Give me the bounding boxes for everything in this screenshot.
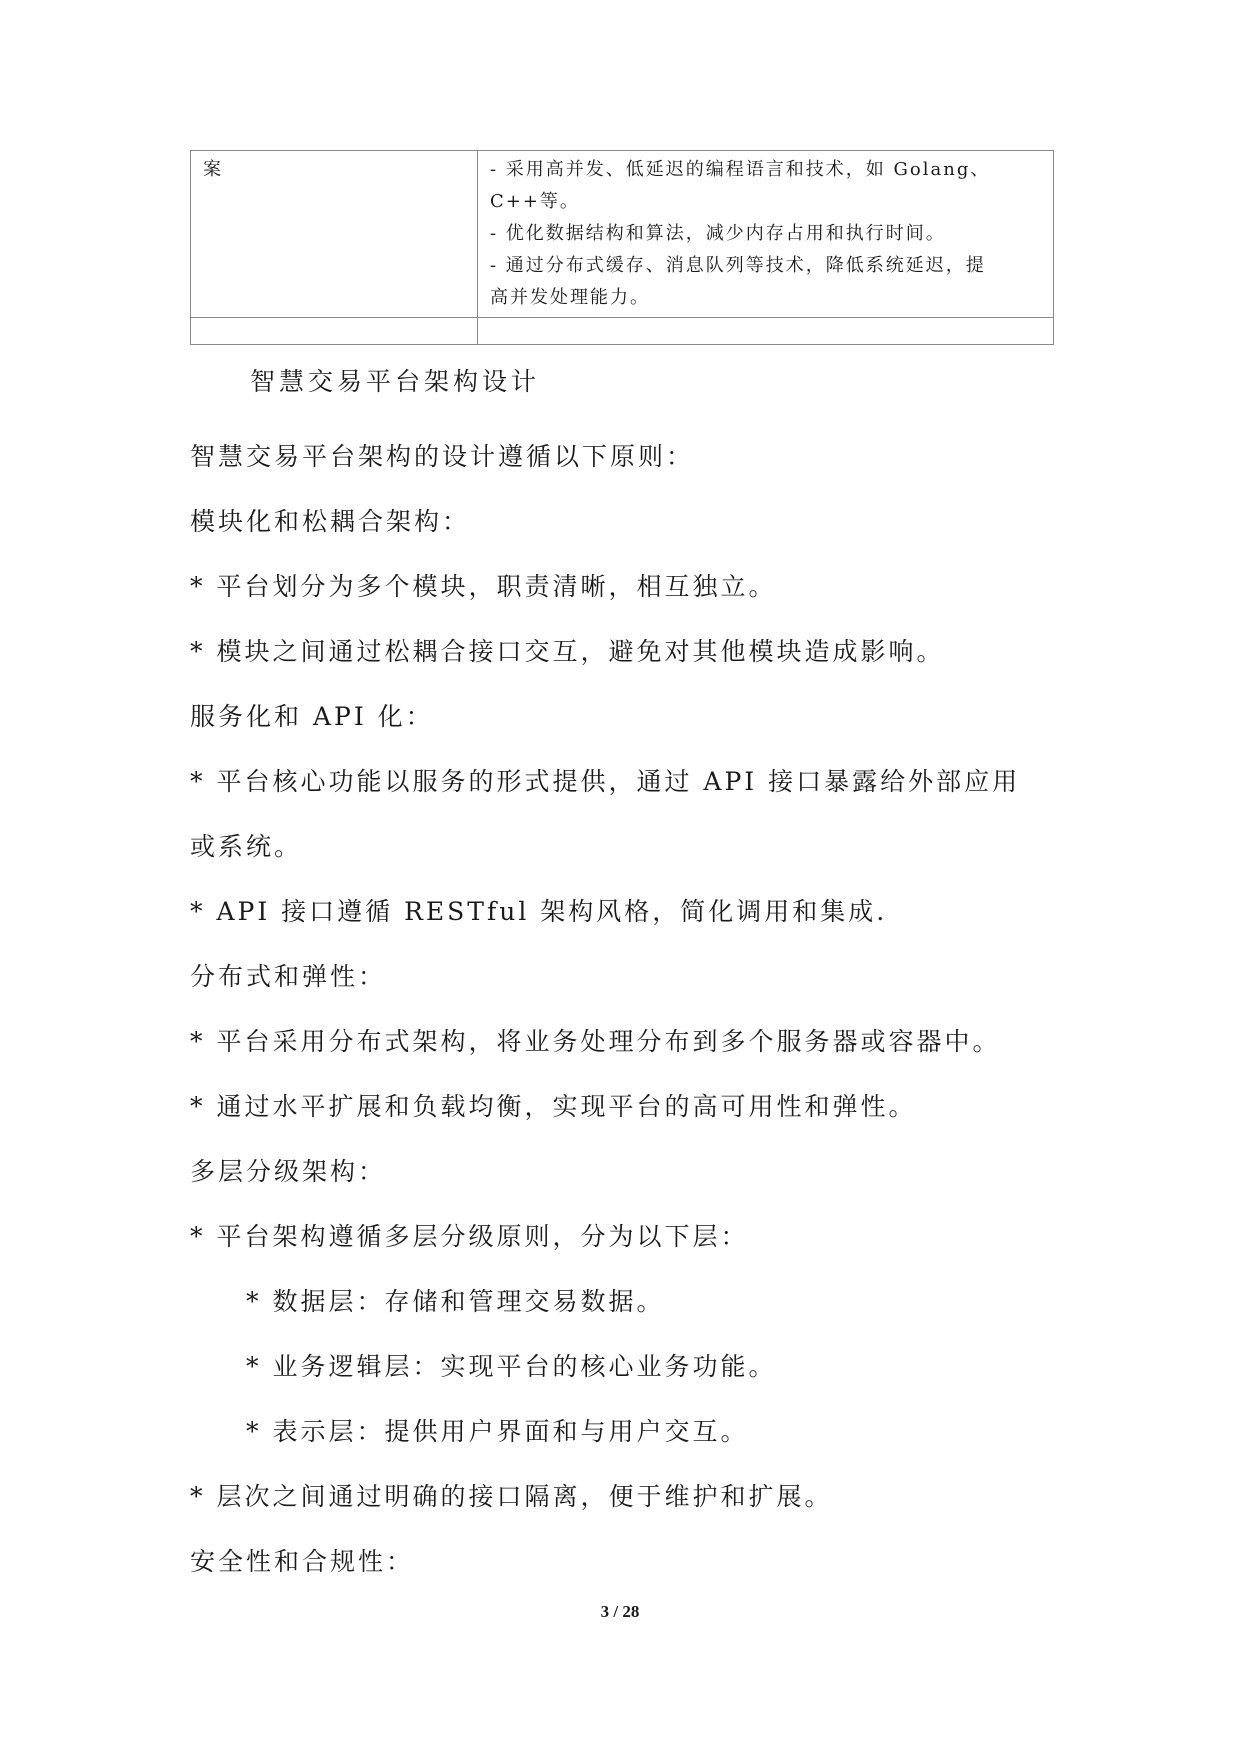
bullet-item: * 模块之间通过松耦合接口交互，避免对其他模块造成影响。: [190, 637, 945, 666]
table-cell-right: [478, 151, 1054, 318]
paragraph: 安全性和合规性：: [190, 1547, 415, 1576]
paragraph: 服务化和 API 化：: [190, 702, 434, 731]
cell-line: - 优化数据结构和算法，减少内存占用和执行时间。: [490, 223, 946, 244]
bullet-item: * 平台采用分布式架构，将业务处理分布到多个服务器或容器中。: [190, 1027, 1001, 1056]
paragraph: 模块化和松耦合架构：: [190, 507, 471, 536]
sub-bullet-item: * 数据层：存储和管理交易数据。: [246, 1287, 665, 1316]
sub-bullet-item: * 表示层：提供用户界面和与用户交互。: [246, 1417, 749, 1446]
section-heading: 智慧交易平台架构设计: [250, 367, 541, 396]
table-row-empty: [191, 318, 1054, 345]
bullet-item: * 平台核心功能以服务的形式提供，通过 API 接口暴露给外部应用: [190, 767, 1021, 796]
bullet-item: * 平台划分为多个模块，职责清晰，相互独立。: [190, 572, 777, 601]
bullet-item: * API 接口遵循 RESTful 架构风格，简化调用和集成.: [190, 897, 888, 926]
table-cell-left: 案: [191, 151, 478, 318]
bullet-item: * 层次之间通过明确的接口隔离，便于维护和扩展。: [190, 1482, 833, 1511]
bullet-item: * 平台架构遵循多层分级原则，分为以下层：: [190, 1222, 749, 1251]
paragraph: 智慧交易平台架构的设计遵循以下原则：: [190, 442, 695, 471]
table-row: [191, 151, 1054, 318]
sub-bullet-item: * 业务逻辑层：实现平台的核心业务功能。: [246, 1352, 777, 1381]
cell-line: - 采用高并发、低延迟的编程语言和技术，如 Golang、: [490, 159, 991, 180]
cell-line: 高并发处理能力。: [490, 287, 650, 308]
cell-line: - 通过分布式缓存、消息队列等技术，降低系统延迟，提: [490, 255, 986, 276]
bullet-item-continuation: 或系统。: [190, 832, 303, 861]
bullet-item: * 通过水平扩展和负载均衡，实现平台的高可用性和弹性。: [190, 1092, 917, 1121]
body-text: [190, 424, 1060, 1594]
table-cell-empty: [478, 318, 1054, 345]
paragraph: 分布式和弹性：: [190, 962, 387, 991]
table-cell-empty: [191, 318, 478, 345]
table-fragment: [190, 150, 1054, 345]
paragraph: 多层分级架构：: [190, 1157, 387, 1186]
page-number: 3 / 28: [600, 1602, 640, 1621]
cell-line: C++等。: [490, 191, 580, 212]
